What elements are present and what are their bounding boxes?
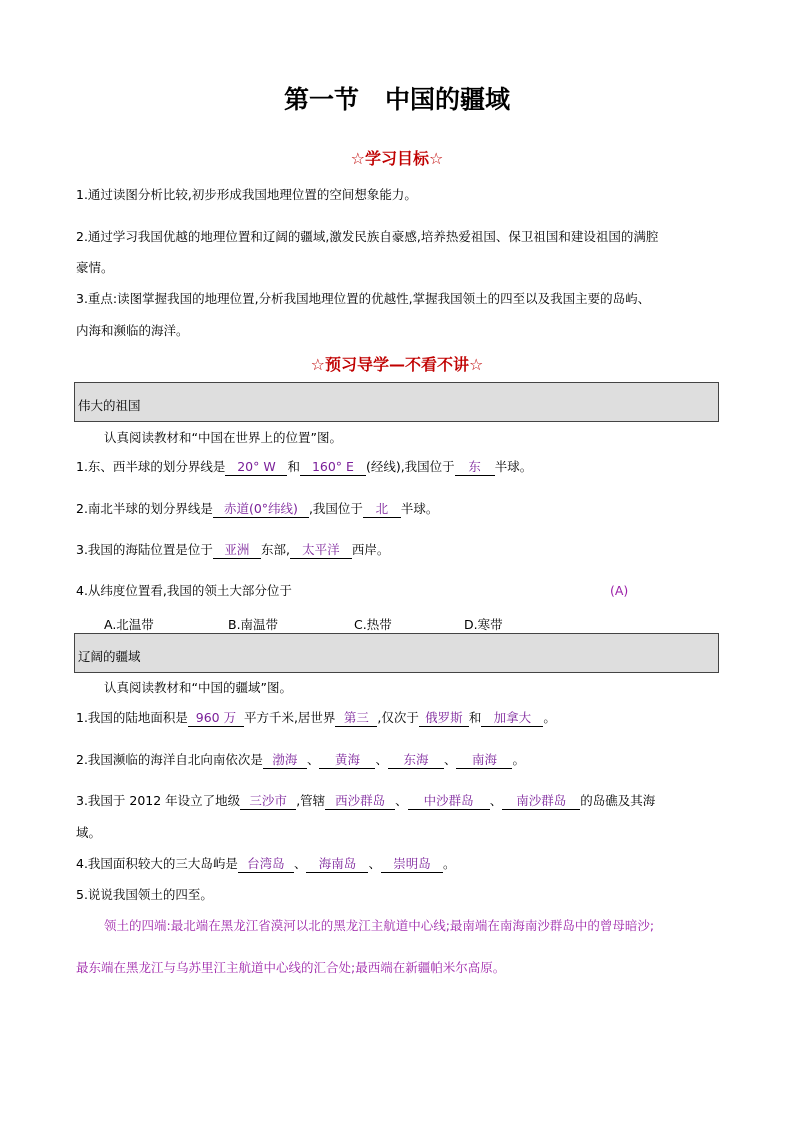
section-title: 辽阔的疆域 — [78, 649, 141, 664]
answer-blank: 中沙群岛 — [408, 793, 490, 810]
page-title — [0, 80, 794, 116]
answer-q5-line2: 最东端在黑龙江与乌苏里江主航道中心线的汇合处;最西端在新疆帕米尔高原。 — [76, 960, 506, 975]
question-2-3-line2: 域。 — [76, 825, 102, 840]
question-2-4: 4.我国面积较大的三大岛屿是 台湾岛 、 海南岛 、 崇明岛 。 — [76, 856, 456, 871]
question-1-3: 3.我国的海陆位置是位于 亚洲 东部, 太平洋 西岸。 — [76, 542, 390, 557]
answer-blank: 北 — [363, 501, 401, 518]
answer-blank: 海南岛 — [306, 856, 368, 873]
objective-1: 1.通过读图分析比较,初步形成我国地理位置的空间想象能力。 — [76, 187, 417, 202]
question-1-4: 4.从纬度位置看,我国的领土大部分位于 — [76, 583, 292, 598]
answer-blank: 加拿大 — [481, 710, 543, 727]
section-box-vast-territory — [74, 633, 719, 673]
question-2-2: 2.我国濒临的海洋自北向南依次是 渤海 、 黄海 、 东海 、 南海 。 — [76, 752, 525, 767]
section-title: 伟大的祖国 — [78, 398, 141, 413]
answer-blank: 东 — [455, 459, 495, 476]
answer-blank: 赤道(0°纬线) — [213, 501, 309, 518]
objective-2-line2: 豪情。 — [76, 260, 114, 275]
answer-blank: 西沙群岛 — [325, 793, 395, 810]
answer-blank: 俄罗斯 — [419, 710, 469, 727]
answer-blank: 南沙群岛 — [502, 793, 580, 810]
answer-q5-line1: 领土的四端:最北端在黑龙江省漠河以北的黑龙江主航道中心线;最南端在南海南沙群岛中的曾母暗沙; — [104, 918, 655, 933]
answer-q4: (A) — [610, 583, 629, 598]
choice-c: C.热带 — [354, 617, 392, 632]
answer-blank: 20° W — [225, 459, 287, 476]
objective-2-line1: 2.通过学习我国优越的地理位置和辽阔的疆域,激发民族自豪感,培养热爱祖国、保卫祖国和建设祖国的满腔 — [76, 229, 659, 244]
answer-blank: 960 万 — [188, 710, 244, 727]
answer-blank: 渤海 — [263, 752, 307, 769]
answer-blank: 太平洋 — [290, 542, 352, 559]
choice-b: B.南温带 — [228, 617, 279, 632]
question-1-1: 1.东、西半球的划分界线是 20° W 和 160° E (经线),我国位于 东 半球。 — [76, 459, 533, 474]
answer-blank: 160° E — [300, 459, 366, 476]
section2-intro: 认真阅读教材和“中国的疆域”图。 — [104, 680, 292, 695]
question-1-2: 2.南北半球的划分界线是 赤道(0°纬线) ,我国位于 北 半球。 — [76, 501, 439, 516]
answer-blank: 东海 — [388, 752, 444, 769]
question-2-3: 3.我国于 2012 年设立了地级 三沙市 ,管辖 西沙群岛 、 中沙群岛 、 南沙群岛 的岛礁及其海 — [76, 793, 656, 808]
choice-a: A.北温带 — [104, 617, 154, 632]
objective-3-line2: 内海和濒临的海洋。 — [76, 323, 189, 338]
answer-blank: 南海 — [456, 752, 512, 769]
answer-blank: 崇明岛 — [381, 856, 443, 873]
choice-d: D.寒带 — [464, 617, 503, 632]
answer-blank: 黄海 — [319, 752, 375, 769]
objectives-heading: ☆学习目标☆ — [350, 149, 444, 168]
section1-intro: 认真阅读教材和“中国在世界上的位置”图。 — [104, 430, 342, 445]
answer-blank: 三沙市 — [240, 793, 296, 810]
question-2-5: 5.说说我国领土的四至。 — [76, 887, 213, 902]
preview-heading: ☆预习导学—不看不讲☆ — [310, 355, 484, 374]
title-section-number: 第一节 — [283, 85, 359, 114]
answer-blank: 亚洲 — [213, 542, 261, 559]
title-topic: 中国的疆域 — [385, 85, 511, 114]
answer-blank: 第三 — [335, 710, 377, 727]
answer-blank: 台湾岛 — [238, 856, 294, 873]
question-2-1: 1.我国的陆地面积是 960 万 平方千米,居世界 第三 ,仅次于 俄罗斯 和 加拿大 。 — [76, 710, 556, 725]
objective-3-line1: 3.重点:读图掌握我国的地理位置,分析我国地理位置的优越性,掌握我国领土的四至以及我国主要的岛屿、 — [76, 291, 651, 306]
section-box-great-motherland — [74, 382, 719, 422]
